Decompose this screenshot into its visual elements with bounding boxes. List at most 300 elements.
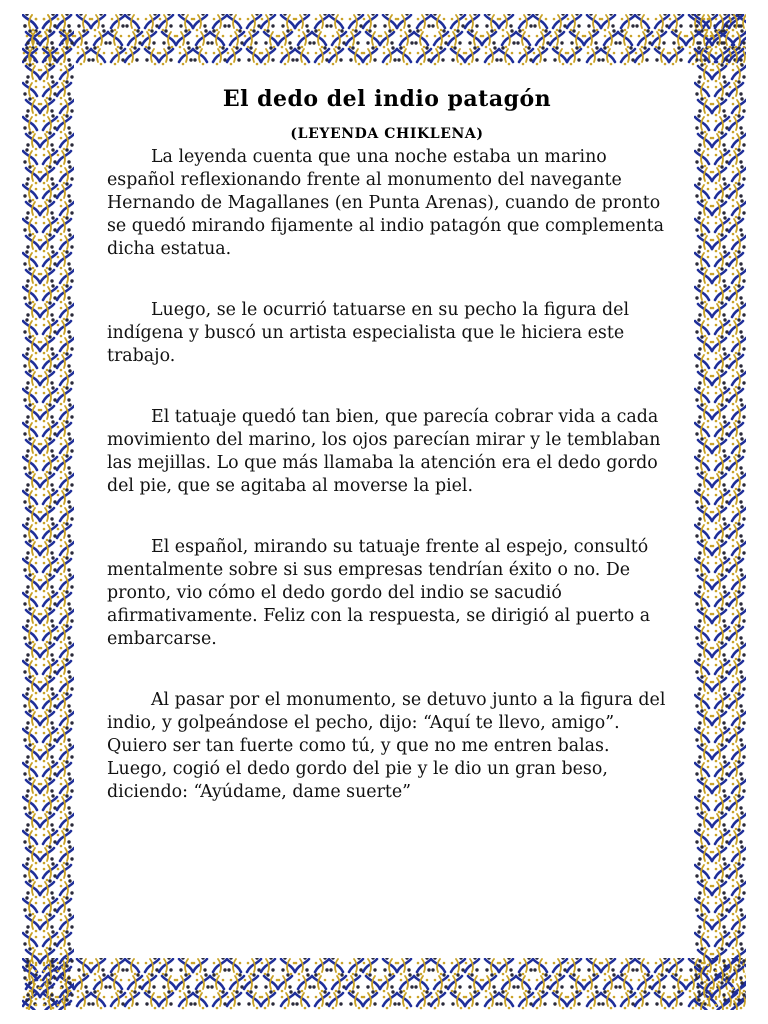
border-ornament: [383, 958, 397, 975]
border-ornament: [712, 267, 726, 286]
border-ornament: [621, 46, 635, 65]
border-ornament: [312, 973, 326, 992]
border-ornament: [383, 14, 397, 31]
border-ornament: [40, 63, 54, 82]
border-ornament: [247, 46, 261, 65]
border-ornament: [278, 973, 292, 992]
border-ornament: [712, 165, 726, 184]
border-ornament: [43, 692, 57, 711]
border-ornament: [57, 794, 71, 813]
border-ornament: [43, 386, 57, 405]
border-ornament: [695, 182, 709, 201]
border-ornament: [23, 692, 37, 711]
border-ornament: [26, 335, 40, 354]
border-ornament: [281, 14, 295, 31]
border-ornament: [179, 958, 193, 975]
border-ornament: [729, 862, 743, 881]
decorative-border-right: [694, 14, 746, 1010]
border-ornament: [230, 973, 244, 992]
border-ornament: [553, 46, 567, 65]
border-ornament: [91, 14, 105, 31]
decorative-border-top: [22, 14, 746, 66]
border-ornament: [43, 182, 57, 201]
border-ornament: [329, 990, 343, 1009]
border-ornament: [261, 46, 275, 65]
border-ornament: [40, 913, 54, 932]
border-ornament: [695, 964, 709, 983]
border-ornament: [712, 301, 726, 320]
border-ornament: [43, 80, 57, 99]
border-ornament: [57, 80, 71, 99]
border-ornament: [380, 29, 394, 48]
border-ornament: [278, 29, 292, 48]
border-ornament: [715, 930, 729, 949]
border-ornament: [43, 556, 57, 575]
border-ornament: [465, 990, 479, 1009]
border-ornament: [60, 267, 74, 286]
border-ornament: [482, 29, 496, 48]
border-ornament: [43, 420, 57, 439]
border-ornament: [533, 990, 547, 1009]
border-ornament: [655, 46, 669, 65]
border-ornament: [366, 973, 380, 992]
border-ornament: [698, 641, 712, 660]
border-ornament: [550, 973, 564, 992]
document-subtitle: (LEYENDA CHIKLENA): [290, 126, 484, 142]
border-ornament: [145, 46, 159, 65]
border-ornament: [732, 879, 746, 898]
border-ornament: [159, 958, 173, 975]
border-ornament: [60, 199, 74, 218]
border-ornament: [698, 437, 712, 456]
border-ornament: [40, 97, 54, 116]
border-ornament: [179, 14, 193, 31]
border-ornament: [732, 913, 746, 932]
border-ornament: [715, 522, 729, 541]
document-body: [107, 86, 667, 804]
border-ornament: [729, 114, 743, 133]
border-ornament: [23, 998, 37, 1010]
border-ornament: [60, 573, 74, 592]
border-ornament: [635, 46, 649, 65]
border-ornament: [587, 958, 601, 975]
border-ornament: [43, 862, 57, 881]
border-ornament: [57, 522, 71, 541]
border-ornament: [695, 284, 709, 303]
border-ornament: [698, 131, 712, 150]
border-ornament: [57, 828, 71, 847]
border-ornament: [40, 539, 54, 558]
border-ornament: [698, 811, 712, 830]
paragraph-5: Al pasar por el monumento, se detuvo junto a la figura del indio, y golpeándose el pecho, dijo: “Aquí te llevo, amigo”. Quiero ser tan fuerte como tú, y que no me entren balas. Luego, cogió el dedo gordo del pie y le dio un gran beso, diciendo: “Ayúdame, dame suerte”: [107, 690, 666, 802]
border-ornament: [210, 973, 224, 992]
border-ornament: [94, 29, 108, 48]
border-ornament: [40, 607, 54, 626]
border-ornament: [264, 973, 278, 992]
border-ornament: [698, 233, 712, 252]
border-ornament: [635, 990, 649, 1009]
border-ornament: [23, 114, 37, 133]
border-ornament: [125, 46, 139, 65]
border-ornament: [570, 973, 584, 992]
border-ornament: [732, 607, 746, 626]
border-ornament: [74, 973, 88, 992]
border-ornament: [57, 590, 71, 609]
border-ornament: [23, 488, 37, 507]
border-ornament: [60, 437, 74, 456]
border-ornament: [94, 973, 108, 992]
border-ornament: [60, 301, 74, 320]
border-ornament: [349, 46, 363, 65]
border-ornament: [363, 990, 377, 1009]
border-ornament: [621, 958, 635, 975]
border-ornament: [635, 958, 649, 975]
border-ornament: [485, 990, 499, 1009]
border-ornament: [698, 879, 712, 898]
border-ornament: [397, 14, 411, 31]
border-ornament: [176, 973, 190, 992]
border-ornament: [732, 743, 746, 762]
border-ornament: [213, 958, 227, 975]
border-ornament: [77, 46, 91, 65]
border-ornament: [448, 29, 462, 48]
border-ornament: [729, 250, 743, 269]
border-pattern: [22, 14, 74, 1010]
border-ornament: [729, 930, 743, 949]
border-ornament: [108, 973, 122, 992]
border-ornament: [712, 335, 726, 354]
border-ornament: [695, 828, 709, 847]
border-ornament: [638, 973, 652, 992]
border-ornament: [715, 624, 729, 643]
border-ornament: [715, 658, 729, 677]
border-ornament: [533, 958, 547, 975]
border-ornament: [23, 624, 37, 643]
border-ornament: [281, 990, 295, 1009]
border-ornament: [729, 964, 743, 983]
border-ornament: [40, 947, 54, 966]
border-ornament: [451, 14, 465, 31]
border-ornament: [60, 335, 74, 354]
border-ornament: [729, 828, 743, 847]
border-ornament: [281, 46, 295, 65]
border-ornament: [295, 14, 309, 31]
border-ornament: [329, 958, 343, 975]
border-ornament: [23, 250, 37, 269]
border-ornament: [732, 505, 746, 524]
border-ornament: [40, 165, 54, 184]
border-ornament: [57, 386, 71, 405]
border-ornament: [261, 14, 275, 31]
border-ornament: [635, 14, 649, 31]
border-ornament: [329, 46, 343, 65]
border-ornament: [26, 199, 40, 218]
border-ornament: [60, 369, 74, 388]
border-ornament: [695, 454, 709, 473]
border-ornament: [298, 29, 312, 48]
border-ornament: [332, 29, 346, 48]
border-ornament: [584, 973, 598, 992]
border-ornament: [111, 46, 125, 65]
border-ornament: [261, 990, 275, 1009]
border-ornament: [715, 250, 729, 269]
border-ornament: [621, 14, 635, 31]
border-ornament: [431, 14, 445, 31]
border-ornament: [695, 862, 709, 881]
border-ornament: [26, 811, 40, 830]
border-ornament: [732, 811, 746, 830]
border-ornament: [23, 454, 37, 473]
border-ornament: [43, 964, 57, 983]
border-ornament: [729, 658, 743, 677]
border-ornament: [712, 981, 726, 1000]
border-ornament: [485, 46, 499, 65]
border-ornament: [57, 964, 71, 983]
border-ornament: [715, 284, 729, 303]
border-ornament: [698, 63, 712, 82]
border-ornament: [23, 216, 37, 235]
border-ornament: [43, 250, 57, 269]
border-ornament: [40, 641, 54, 660]
border-ornament: [193, 990, 207, 1009]
border-ornament: [732, 29, 746, 48]
border-ornament: [295, 990, 309, 1009]
border-ornament: [732, 131, 746, 150]
border-ornament: [729, 726, 743, 745]
border-ornament: [23, 318, 37, 337]
border-ornament: [77, 14, 91, 31]
border-ornament: [417, 958, 431, 975]
border-ornament: [698, 97, 712, 116]
border-ornament: [672, 29, 686, 48]
border-ornament: [26, 777, 40, 796]
border-ornament: [60, 879, 74, 898]
border-ornament: [213, 14, 227, 31]
border-ornament: [57, 658, 71, 677]
border-ornament: [60, 97, 74, 116]
border-ornament: [652, 29, 666, 48]
border-ornament: [729, 624, 743, 643]
border-ornament: [729, 182, 743, 201]
border-ornament: [587, 46, 601, 65]
border-ornament: [40, 131, 54, 150]
border-ornament: [499, 958, 513, 975]
border-ornament: [43, 284, 57, 303]
border-ornament: [712, 879, 726, 898]
border-ornament: [40, 709, 54, 728]
border-ornament: [57, 930, 71, 949]
border-ornament: [655, 14, 669, 31]
border-ornament: [729, 420, 743, 439]
border-ornament: [26, 131, 40, 150]
border-ornament: [715, 420, 729, 439]
border-ornament: [519, 990, 533, 1009]
border-ornament: [142, 973, 156, 992]
border-ornament: [332, 973, 346, 992]
border-ornament: [695, 590, 709, 609]
border-ornament: [43, 114, 57, 133]
border-ornament: [485, 14, 499, 31]
border-ornament: [698, 165, 712, 184]
border-ornament: [601, 46, 615, 65]
border-ornament: [43, 352, 57, 371]
border-ornament: [23, 80, 37, 99]
border-ornament: [448, 973, 462, 992]
border-ornament: [715, 14, 729, 31]
border-ornament: [732, 845, 746, 864]
paragraph-3: El tatuaje quedó tan bien, que parecía cobrar vida a cada movimiento del marino, los ojos parecían mirar y le temblaban las mejillas. Lo que más llamaba la atención era el dedo gordo del pie, que se agitaba al moverse la piel.: [107, 407, 661, 496]
border-ornament: [111, 958, 125, 975]
border-ornament: [601, 958, 615, 975]
border-ornament: [715, 46, 729, 65]
border-ornament: [715, 862, 729, 881]
decorative-border-bottom: [22, 958, 746, 1010]
border-ornament: [60, 505, 74, 524]
border-ornament: [499, 990, 513, 1009]
border-ornament: [732, 539, 746, 558]
border-ornament: [567, 46, 581, 65]
border-ornament: [60, 641, 74, 660]
border-ornament: [247, 958, 261, 975]
border-ornament: [729, 896, 743, 915]
border-ornament: [553, 958, 567, 975]
border-ornament: [698, 267, 712, 286]
border-ornament: [57, 760, 71, 779]
border-ornament: [312, 29, 326, 48]
border-ornament: [397, 958, 411, 975]
paragraph-1: La leyenda cuenta que una noche estaba un marino español reflexionando frente al monumento del navegante Hernando de Magallanes (en Punta Arenas), cuando de pronto se quedó mirando fijamente al indio patagón que complementa dicha estatua.: [107, 147, 664, 259]
border-ornament: [40, 233, 54, 252]
border-ornament: [732, 709, 746, 728]
border-ornament: [465, 14, 479, 31]
border-ornament: [77, 958, 91, 975]
border-ornament: [23, 794, 37, 813]
border-ornament: [40, 743, 54, 762]
border-ornament: [732, 573, 746, 592]
border-ornament: [698, 471, 712, 490]
border-ornament: [23, 522, 37, 541]
border-ornament: [695, 420, 709, 439]
border-ornament: [715, 896, 729, 915]
border-ornament: [40, 777, 54, 796]
border-ornament: [40, 573, 54, 592]
border-ornament: [40, 811, 54, 830]
border-ornament: [40, 981, 54, 1000]
border-ornament: [43, 760, 57, 779]
border-ornament: [264, 29, 278, 48]
border-ornament: [695, 998, 709, 1010]
border-ornament: [60, 63, 74, 82]
border-ornament: [23, 352, 37, 371]
border-ornament: [601, 990, 615, 1009]
border-ornament: [567, 990, 581, 1009]
border-ornament: [732, 403, 746, 422]
border-ornament: [715, 182, 729, 201]
border-ornament: [712, 199, 726, 218]
border-ornament: [23, 284, 37, 303]
border-ornament: [698, 403, 712, 422]
border-ornament: [57, 862, 71, 881]
paragraph-4: El español, mirando su tatuaje frente al espejo, consultó mentalmente sobre si sus empresas tendrían éxito o no. De pronto, vio cómo el dedo gordo del indio se sacudió afirmativamente. Feliz con la respuesta, se dirigió al puerto a embarcarse.: [107, 537, 651, 649]
border-ornament: [712, 97, 726, 116]
border-ornament: [23, 420, 37, 439]
border-ornament: [26, 97, 40, 116]
border-ornament: [536, 29, 550, 48]
border-ornament: [729, 386, 743, 405]
border-ornament: [363, 958, 377, 975]
border-ornament: [298, 973, 312, 992]
border-ornament: [329, 14, 343, 31]
border-ornament: [567, 958, 581, 975]
border-ornament: [128, 29, 142, 48]
border-ornament: [26, 267, 40, 286]
border-ornament: [698, 335, 712, 354]
border-ornament: [400, 973, 414, 992]
border-ornament: [431, 46, 445, 65]
border-ornament: [698, 29, 712, 48]
border-ornament: [732, 369, 746, 388]
border-ornament: [695, 794, 709, 813]
border-ornament: [43, 998, 57, 1010]
border-ornament: [162, 973, 176, 992]
border-ornament: [23, 862, 37, 881]
border-ornament: [145, 958, 159, 975]
border-ornament: [40, 267, 54, 286]
border-ornament: [349, 14, 363, 31]
border-ornament: [695, 488, 709, 507]
border-ornament: [179, 990, 193, 1009]
border-ornament: [698, 777, 712, 796]
border-ornament: [732, 63, 746, 82]
border-ornament: [652, 973, 666, 992]
border-ornament: [363, 14, 377, 31]
border-ornament: [729, 14, 743, 31]
border-ornament: [729, 590, 743, 609]
border-ornament: [715, 114, 729, 133]
border-ornament: [315, 958, 329, 975]
border-ornament: [247, 14, 261, 31]
border-ornament: [729, 80, 743, 99]
border-ornament: [40, 879, 54, 898]
paragraph-2: Luego, se le ocurrió tatuarse en su pecho la figura del indígena y buscó un artista especialista que le hiciera este trabajo.: [107, 300, 630, 366]
border-ornament: [26, 471, 40, 490]
border-ornament: [732, 97, 746, 116]
border-ornament: [732, 165, 746, 184]
border-ornament: [196, 973, 210, 992]
border-ornament: [729, 794, 743, 813]
border-ornament: [60, 811, 74, 830]
border-ornament: [159, 990, 173, 1009]
border-ornament: [26, 675, 40, 694]
border-ornament: [57, 692, 71, 711]
border-ornament: [618, 973, 632, 992]
border-ornament: [695, 46, 709, 65]
document-title: El dedo del indio patagón: [222, 86, 552, 112]
border-ornament: [26, 29, 40, 48]
border-ornament: [729, 216, 743, 235]
border-ornament: [533, 46, 547, 65]
border-ornament: [712, 403, 726, 422]
border-ornament: [465, 958, 479, 975]
border-ornament: [695, 250, 709, 269]
border-ornament: [26, 63, 40, 82]
border-ornament: [431, 958, 445, 975]
border-ornament: [43, 726, 57, 745]
border-ornament: [145, 14, 159, 31]
border-ornament: [553, 990, 567, 1009]
border-ornament: [417, 46, 431, 65]
border-ornament: [712, 811, 726, 830]
